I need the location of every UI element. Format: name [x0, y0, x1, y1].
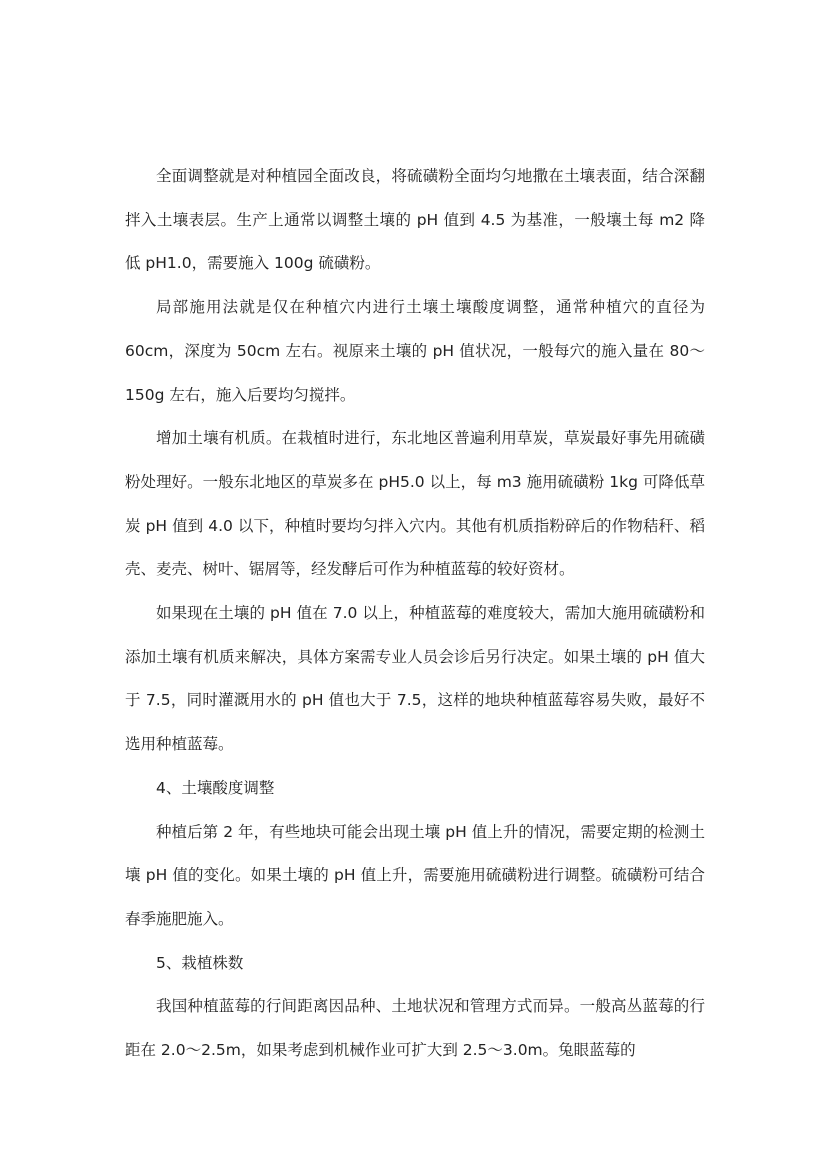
paragraph-row-spacing: 我国种植蓝莓的行间距离因品种、土地状况和管理方式而异。一般高丛蓝莓的行距在 2.0～2.5m，如果考虑到机械作业可扩大到 2.5～3.0m。兔眼蓝莓的 [125, 997, 705, 1060]
paragraph-local-application: 局部施用法就是仅在种植穴内进行土壤土壤酸度调整，通常种植穴的直径为 60cm，深度为 50cm 左右。视原来土壤的 pH 值状况，一般每穴的施入量在 80～150g 左右，施入后要均匀搅拌。 [125, 298, 705, 404]
paragraph-organic-matter: 增加土壤有机质。在栽植时进行，东北地区普遍利用草炭，草炭最好事先用硫磺粉处理好。一般东北地区的草炭多在 pH5.0 以上，每 m3 施用硫磺粉 1kg 可降低草炭 pH 值到 4.0 以下，种植时要均匀拌入穴内。其他有机质指粉碎后的作物秸秆、稻壳、麦壳、树叶、锯屑等，经发酵后可作为种植蓝莓的较好资材。 [125, 429, 705, 579]
heading-plant-count: 5、栽植株数 [156, 953, 244, 972]
paragraph-high-ph: 如果现在土壤的 pH 值在 7.0 以上，种植蓝莓的难度较大，需加大施用硫磺粉和添加土壤有机质来解决，具体方案需专业人员会诊后另行决定。如果土壤的 pH 值大于 7.5，同时灌溉用水的 pH 值也大于 7.5，这样的地块种植蓝莓容易失败，最好不选用种植蓝莓。 [125, 604, 705, 754]
heading-soil-acidity: 4、土壤酸度调整 [156, 778, 275, 797]
paragraph-full-adjustment: 全面调整就是对种植园全面改良，将硫磺粉全面均匀地撒在土壤表面，结合深翻拌入土壤表层。生产上通常以调整土壤的 pH 值到 4.5 为基准，一般壤土每 m2 降低 pH1.0，需要施入 100g 硫磺粉。 [125, 167, 705, 273]
document-body [125, 155, 705, 1073]
paragraph-ph-monitoring: 种植后第 2 年，有些地块可能会出现土壤 pH 值上升的情况，需要定期的检测土壤 pH 值的变化。如果土壤的 pH 值上升，需要施用硫磺粉进行调整。硫磺粉可结合春季施肥施入。 [125, 822, 705, 928]
